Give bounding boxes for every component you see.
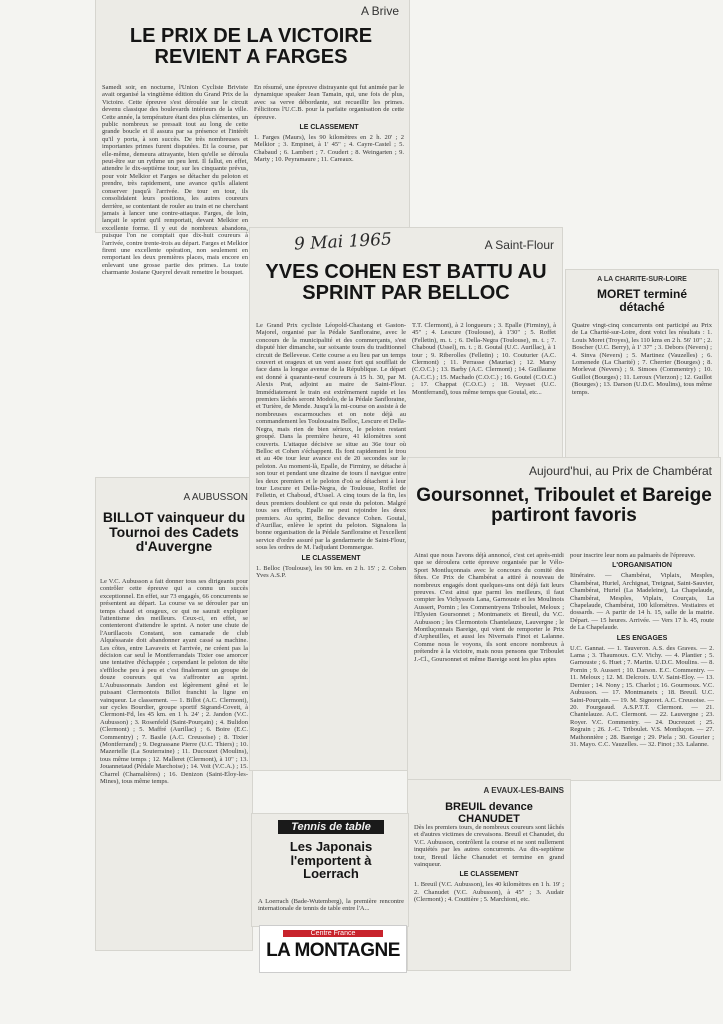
article-aubusson: [96, 478, 252, 950]
article-aubusson-title: BILLOT vainqueur du Tournoi des Cadets d'Auvergne: [102, 509, 246, 555]
article-charite-title: MORET terminé détaché: [596, 287, 687, 314]
article-aubusson-kicker: A AUBUSSON: [183, 492, 248, 503]
article-charite-body: Quatre vingt-cinq concurrents ont participé au Prix de La Charité-sur-Loire, dont voici les résultats : 1. Louis Moret (Troyes), les 110 kms en 2 h. 56' 10" ; 2. Boscher (U.C. Berry), à 1' 37" ; 3. Debors (Nevers) ; 4. Sinva (Nevers) ; 5. Martinez (Vauzelles) ; 6. Lomenede (La Charité) ; 7. Cherrier (Bourges) ; 8. Morlevat (Nevers) ; 9. Simoes (Commentry) ; 10. Guillot (Bourges) ; 11. Leroux (Vierzon) ; 12. Guillot (Bourges) ; 13. Darson (U.D.C. Moulins), tous même temps.: [572, 322, 712, 396]
tennis-banner: Tennis de table: [278, 820, 384, 834]
article-brive-title: LE PRIX DE LA VICTOIRE REVIENT A FARGES: [129, 25, 373, 68]
article-chamberat-engages: U.C. Gannat. — 1. Tauveron. A.S. des Graves. — 2. Lama ; 3. Thaumoux. C.V. Vichy. — 4. Plantier ; 5. Garnouste ; 6. Huet ; 7. Martin. U.D.C. Moulins. — 8. Pornin ; 9. Aussert ; 10. Darson. E.C. Commentry. — 11. Meloux ; 12. M. Delcroix. U.V. Saint-Eloy. — 13. Dernier ; 14. Nony ; 15. Charlot ; 16. Gourmoux. V.C. Aubusson. — 17. Montmaneix ; 18. Breuil. U.C. Saint-Pourçain. — 19. M. Signoret. A.C. Creusoise. — 20. Fourgeaud. A.S.P.T.T. Clermont. — 21. Chantelauze. A.C. Clermont. — 22. Lauvergne ; 23. Royer. V.C. Commentry. — 24. Ducreuzet ; 25. Regrain ; 26. J.-C. Triboulet. V.S. Montluçon. — 27. Mathonnière ; 28. Bareige ; 29. Piela ; 30. Gourier ; 31. Mayo. C.C. Vauzelles. — 32. Finot ; 33. Lalanne.: [570, 644, 714, 748]
article-evaux-classement-head: LE CLASSEMENT: [459, 871, 519, 879]
article-evaux-title: BREUIL devance CHANUDET: [445, 801, 533, 825]
article-evaux-kicker: A EVAUX-LES-BAINS: [483, 786, 564, 795]
article-chamberat-engages-head: LES ENGAGES: [616, 634, 668, 642]
article-chamberat-orga: Itinéraire. — Chambérat, Viplaix, Mesples, Chambérat, Huriel, Archignat, Treignat, Saint-Sauvier, Chambérat, Huriel (La Madeleine), La Chapelaude, Chambérat, Mesples, Viplaix, Courçais, La Chapelaude, Chambérat, 100 kilomètres. Vestiaires et dossards. — A partir de 14 h. 15, salle de la mairie. Départ. — 15 heures. Arrivée. — Vers 17 h. 45, route de La Chapelaude.: [570, 572, 714, 632]
newspaper-logo: [260, 926, 406, 972]
article-brive-col2: En résumé, une épreuve distrayante qui fut animée par le dynamique speaker Jean Tamain, qui, une fois de plus, avec sa verve débordante, sut recueillir les primes. Félicitons l'U.C.B. pour la parfaite organisation de cette épreuve.: [254, 84, 404, 121]
article-stflour-col1: Le Grand Prix cycliste Léopold-Chastang et Gaston-Majorel, organisé par la Pédale Sanfloraine, avec le concours de la municipalité et des commerçants, s'est disputé hier dimanche, sur soixante tours du traditionnel circuit de Belleveue. Cette course a eu lieu par un temps couvert et orageux et un vent assez fort qui soufflait de face dans la longue avenue de la République. Le départ est donné à quarante-neuf coureurs à 15 h. 30, par M. Alexis Prat, adjoint au maire de Saint-Flour. Immédiatement le train est extrêmement rapide et les premiers lâchés seront Modolo, de la Pédale Sanfloraine, et Turière, de Mende. Jusqu'à la mi-course on assiste à de nombreuses escarmouches et on note déjà au commandement les Toulousains Belloc, Lescure et Della-Negra, mais rien de bien sérieux, le peloton restant groupé. Dans la première heure, 41 kilomètres sont couverts. L'attaque décisive se situe au 36e tour où Belloc et Cohen s'échappent. Ils font rapidement le trou et au 40e tour leur avance est de 20 secondes sur le peloton. Au moment-là, Epalle, de Firminy, se détache à son tour et pendant une dizaine de tours il navigue entre les deux premiers et le peloton d'où se détachent à leur tour Lescure et Della-Negra, de Toulouse, Roffet de Felletin, et Chaboud, d'Ussel. A cinq tours de la fin, les deux premiers doublent ce qui reste du peloton. Malgré tous ses efforts, Epalle ne peut rejoindre les deux premiers. Au sprint, Belloc devance Cohen. Goutal, d'Aurillac, enlève le sprint du peloton. Signalons la bonne organisation de la Pédale Sanfloraine et l'excellent service d'ordre assuré par la gendarmerie de Saint-Flour, sous les ordres de M. l'adjudant Dommergue.: [256, 322, 406, 552]
article-tennis: [252, 814, 408, 926]
article-brive-classement-head: LE CLASSEMENT: [299, 124, 359, 132]
article-charite-kicker: A LA CHARITE-SUR-LOIRE: [597, 276, 687, 283]
article-stflour-classement-head: LE CLASSEMENT: [301, 554, 361, 562]
article-stflour-title: YVES COHEN EST BATTU AU SPRINT PAR BELLOC: [265, 261, 547, 304]
article-stflour-col2: T.T. Clermont), à 2 longueurs ; 3. Epalle (Firminy), à 45" ; 4. Lescure (Toulouse), à 1'30" ; 5. Roffet (Felletin), m. t. ; 6. Della-Negra (Toulouse), m. t. ; 7. Chaboud (Ussel), m. t. ; 8. Goutal (U.C. Aurillac), à 1 tour ; 9. Riberolles (Felletin) ; 10. Couturier (A.C. Clermont) ; 11. Perrasse (Mauriac) ; 12. Marsy (C.O.C.) ; 13. Barby (A.C. Clermont) ; 14. Guillaume (A.C.C.) ; 15. Machado (C.O.C.) ; 16. Goutel (C.O.C.) ; 17. Chappat (C.O.C.) ; 18. Veysset (U.C. Montferrand), tous même temps que Goutal, etc...: [412, 322, 556, 396]
article-tennis-body: A Loerrach (Bade-Wutemberg), la première rencontre internationale de tennis de table entre l'A...: [258, 898, 404, 913]
logo-top-band: Centre France: [283, 930, 383, 937]
article-brive-kicker: A Brive: [360, 4, 399, 18]
article-chamberat-orga-head: L'ORGANISATION: [612, 562, 672, 570]
handwritten-date: 9 Mai 1965: [293, 229, 393, 255]
article-stflour-kicker: A Saint-Flour: [484, 238, 554, 252]
article-evaux: [408, 780, 570, 970]
article-evaux-classement: 1. Breuil (V.C. Aubusson), les 40 kilomètres en 1 h. 19' ; 2. Chanudet (V.C. Aubusson), à 45" ; 3. Audair (Clermont) ; 4. Couttière ; 5. Marchioni, etc.: [414, 881, 564, 904]
logo-name: LA MONTAGNE: [266, 940, 400, 961]
article-chamberat: [408, 458, 720, 780]
article-chamberat-title: Goursonnet, Triboulet et Bareige partiront favoris: [416, 485, 712, 526]
article-chamberat-col1: Ainsi que nous l'avons déjà annoncé, c'est cet après-midi que se déroulera cette épreuve organisée par le Vélo-Sport Montluçonnais avec le concours du comité des fêtes. Ce Prix de Chambérat a attiré à nouveau de nombreux engagés dont quelques-uns ont déjà fait leurs preuves. C'est ainsi que parmi les meilleurs, il faut compter les Vichyssois Lana, Garnouste et les Moulinois Aussert, Pornin ; les Commentryens Triboulet, Meloux ; l'Elysien Goursonnet ; Montmaneix et Breuil, du V.C. Aubusson ; les Clermontois Chantelauze, Lauvergne ; le Montluçonnais Bareige, qui vient de remporter le Prix d'Arpheuilles, et aussi les Nivernais Finot et Lalanne. Comme nous le voyons, ils sont encore nombreux à prétendre à la victoire, mais nous pensons que Triboulet J.-Cl., Goursonnet et même Bareige sont les plus aptes: [414, 552, 564, 663]
article-tennis-title: Les Japonais l'emportent à Loerrach: [289, 839, 373, 882]
article-aubusson-body: Le V.C. Aubusson a fait donner tous ses dirigeants pour contrôler cette épreuve qui a connu un succès exceptionnel. En effet, sur 73 engagés, 66 concurrents se présentent au départ. La course va se dérouler par un temps chaud et orageux, ce qui ne saurait expliquer l'attentisme des meilleurs. Ceux-ci, en effet, se contenteront d'attendre le sprint. A noter une chute de l'Aurillacois Constant, son camarade de club Alquéssaraie doit abandonner ayant cassé sa machine. Les côtes, entre Lavaveix et l'arrivée, ne créent pas la décision car seul le Montferrandais Tixier ose amorcer une tentative d'échappée ; cependant le peloton de tête s'effiloche peu à peu et c'est finalement un groupe de douze coureurs qui va s'affronter au sprint. L'Aubussonnais Jandon est légèrement gêné et le puissant Clermontois Billot franchit la ligne en vainqueur. Le classement. — 1. Billot (A.C. Clermont), sur cycles Bourdier, groupe sportif Sigrand-Covett, à Clermont-Fd, les 45 km. en 1 h. 24' ; 2. Jandon (V.C. Aubusson) ; 3. Rosenfeld (Saint-Pourçain) ; 4. Bulidon (Clermont) ; 5. Maffré (Aurillac) ; 6. Boire (E.C. Commentry) ; 7. Basile (A.C. Creusoise) ; 8. Tixier (Montferrand) ; 9. Degrassane Pierre (U.C. Thiers) ; 10. Mazertelle (La Souterraine) ; 11. Ducouzet (Moulins), tous même temps ; 12. Malleret (Clermont), à 10" ; 13. Jouannetaud (Pédale Marchoise) ; 14. Voit (V.C.A.) ; 15. Charrel (Chamalières) ; 16. Denizon (Saint-Eloy-les-Mines), tous même temps.: [100, 578, 248, 785]
article-stflour-classement: 1. Belloc (Toulouse), les 90 km. en 2 h. 15' ; 2. Cohen Yves A.S.P.: [256, 564, 406, 579]
article-chamberat-kicker: Aujourd'hui, au Prix de Chambérat: [528, 464, 712, 478]
article-brive-col1: Samedi soir, en nocturne, l'Union Cycliste Briviste avait organisé la vingtième édition du Grand Prix de la Victoire. Cette épreuve s'est déroulée sur le circuit devenu classique des boulevards intérieurs de la ville. Cette année, la température étant des plus clémentes, un public nombreux se pressait tout au long de cette grande boucle et il assura par sa présence et l'intérêt qu'il y porta, à son succès. De très nombreuses et importantes primes furent disputées. Et la course, par elle-même, demeura attrayante, bien qu'elle se déroula peut-être sur un rythme un peu lent. Il fallut, en effet, attendre le dix-septième tour, sur les cinquante prévus, pour voir Melkior et Farges se détacher du peloton et prendre, très rapidement, une avance qu'ils allaient conserver jusqu'à l'arrivée. De tour en tour, ils consolidaient leurs positions, les autres coureurs derrière, se contentant de rouler au train et ne cherchant jamais à lancer une contre-attaque. Farges, de loin, lançait le sprint qu'il remportait, devant Melkior en excellente forme. Il y eut de nombreux abandons, puisque l'on ne comptait que dix-huit coureurs à l'arrivée, contre trente-trois au départ. Farges et Melkior firent une excellente opération, non seulement en remportant les deux premières places, mais encore en enlevant une grosse partie des primes. La toute charmante Josiane Queyrel devait remettre le bouquet.: [102, 84, 248, 277]
article-charite: [566, 270, 718, 458]
article-evaux-body: Dès les premiers tours, de nombreux coureurs sont lâchés et d'autres victimes de crevaisons. Breuil et Chanudet, du V.C. Aubusson, contrôlent la course et ne sont nullement inquiétés par les autres concurrents. Au dix-septième tour, Breuil lâche Chanudet et termine en grand vainqueur.: [414, 824, 564, 869]
article-chamberat-col2: pour inscrire leur nom au palmarès de l'épreuve.: [570, 552, 696, 559]
article-brive-classement: 1. Farges (Maurs), les 90 kilomètres en 2 h. 20' ; 2 Melkior ; 3. Empinet, à 1' 45" ; 4. Cayre-Castel ; 5. Chabaud ; 6. Lambert ; 7. Coudert ; 8. Weingarten ; 9. Marty ; 10. Peyramaure ; 11. Careaux.: [254, 134, 404, 164]
